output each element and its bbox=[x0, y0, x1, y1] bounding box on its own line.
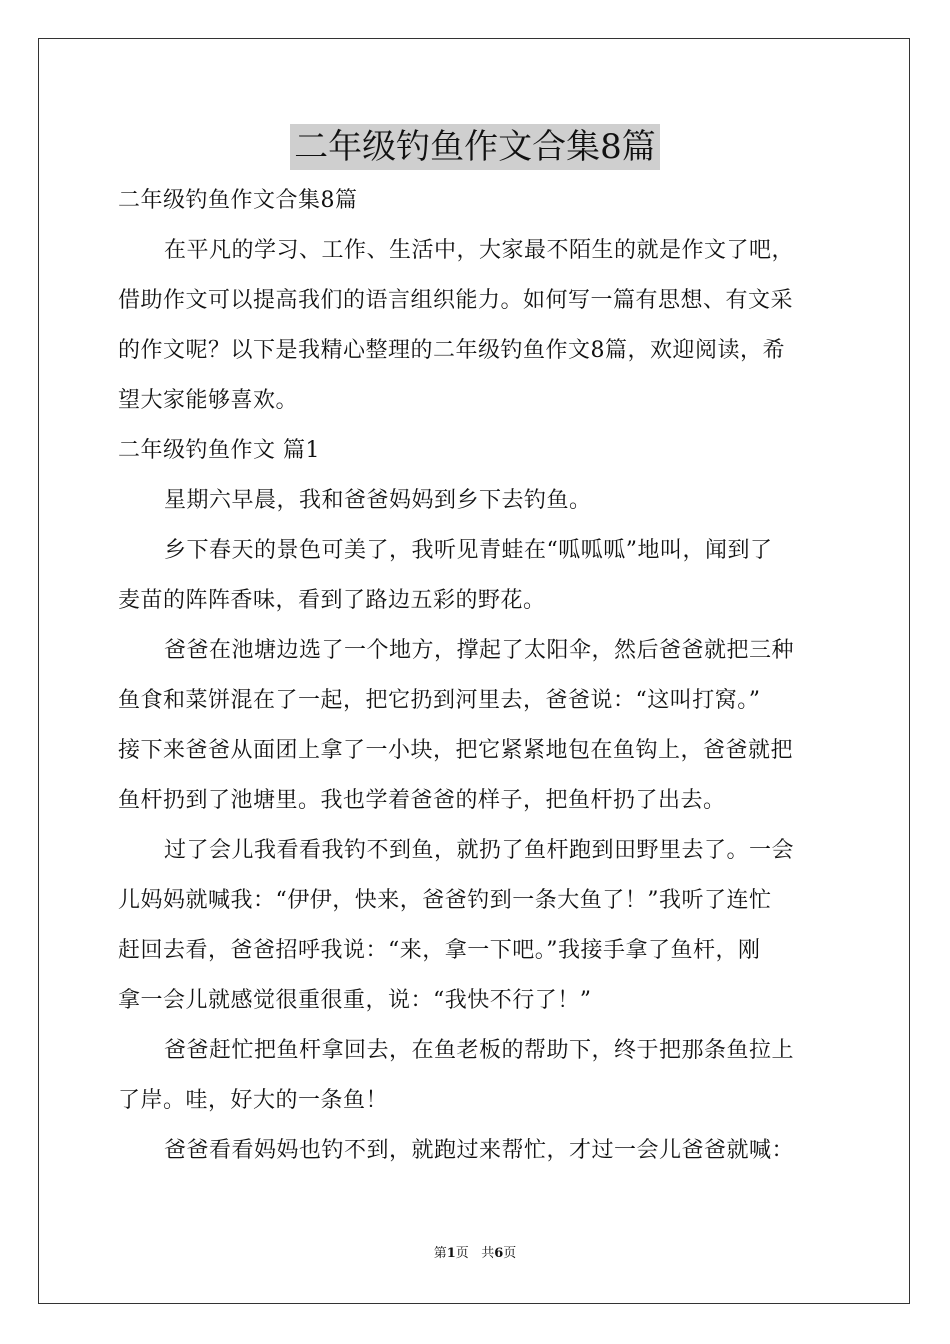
footer-page-unit: 页 bbox=[455, 1246, 469, 1261]
text-line: 鱼杆扔到了池塘里。我也学着爸爸的样子，把鱼杆扔了出去。 bbox=[118, 788, 726, 813]
text-line: 爸爸赶忙把鱼杆拿回去，在鱼老板的帮助下，终于把那条鱼拉上 bbox=[164, 1038, 795, 1063]
text-line: 望大家能够喜欢。 bbox=[118, 388, 299, 413]
document-title: 二年级钓鱼作文合集8篇 bbox=[290, 124, 660, 170]
text-line: 爸爸看看妈妈也钓不到，就跑过来帮忙，才过一会儿爸爸就喊： bbox=[164, 1138, 795, 1163]
page-footer bbox=[0, 1244, 950, 1264]
text-line: 乡下春天的景色可美了，我听见青蛙在“呱呱呱”地叫，闻到了 bbox=[164, 538, 773, 563]
text-line: 拿一会儿就感觉很重很重，说：“我快不行了！” bbox=[118, 988, 592, 1013]
footer-total-pages: 6 bbox=[494, 1246, 504, 1261]
footer-total-prefix: 共 bbox=[481, 1246, 495, 1261]
text-line: 接下来爸爸从面团上拿了一小块，把它紧紧地包在鱼钩上，爸爸就把 bbox=[118, 738, 794, 763]
text-line: 过了会儿我看看我钓不到鱼，就扔了鱼杆跑到田野里去了。一会 bbox=[164, 838, 795, 863]
footer-page-number: 1 bbox=[446, 1246, 456, 1261]
text-line: 星期六早晨，我和爸爸妈妈到乡下去钓鱼。 bbox=[164, 488, 592, 513]
text-line: 儿妈妈就喊我：“伊伊，快来，爸爸钓到一条大鱼了！”我听了连忙 bbox=[118, 888, 772, 913]
footer-page-prefix: 第 bbox=[433, 1246, 447, 1261]
text-line: 赶回去看，爸爸招呼我说：“来，拿一下吧。”我接手拿了鱼杆，刚 bbox=[118, 938, 761, 963]
text-line: 的作文呢？以下是我精心整理的二年级钓鱼作文8篇，欢迎阅读，希 bbox=[118, 338, 785, 363]
document-body bbox=[118, 176, 834, 1176]
text-line: 了岸。哇，好大的一条鱼！ bbox=[118, 1088, 389, 1113]
text-line: 借助作文可以提高我们的语言组织能力。如何写一篇有思想、有文采 bbox=[118, 288, 794, 313]
text-line: 在平凡的学习、工作、生活中，大家最不陌生的就是作文了吧， bbox=[164, 238, 795, 263]
text-line: 鱼食和菜饼混在了一起，把它扔到河里去，爸爸说：“这叫打窝。” bbox=[118, 688, 761, 713]
title-container bbox=[0, 124, 950, 170]
text-line: 二年级钓鱼作文 篇1 bbox=[118, 438, 320, 463]
footer-total-unit: 页 bbox=[503, 1246, 517, 1261]
text-line: 麦苗的阵阵香味，看到了路边五彩的野花。 bbox=[118, 588, 546, 613]
text-line: 爸爸在池塘边选了一个地方，撑起了太阳伞，然后爸爸就把三种 bbox=[164, 638, 795, 663]
text-line: 二年级钓鱼作文合集8篇 bbox=[118, 188, 358, 213]
